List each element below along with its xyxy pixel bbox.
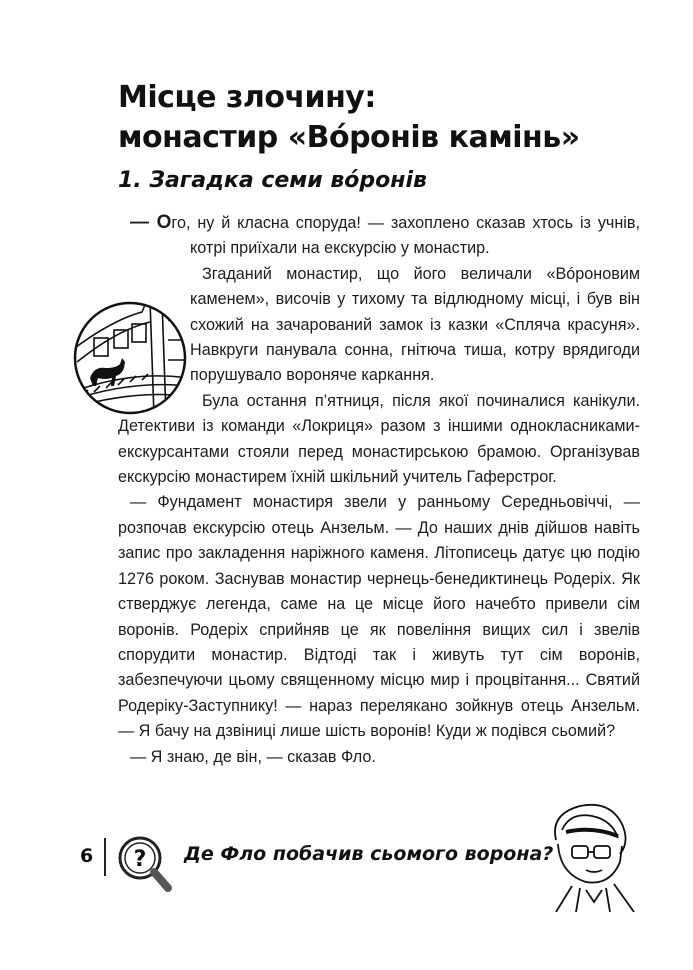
page-number: 6 [80,845,94,867]
riddle-question: Де Фло побачив сьомого ворона? [184,843,554,865]
paragraph-4: — Фундамент монастиря звели у ранньому Середньовіччі, — розпочав екскурсію отець Анзельм. — До наших днів дійшов навіть запис про закладення наріжного каменя. Літописець датує цю подію 1276 роком. Заснував монастир чернець-бенедиктинець Родеріх. Як стверджує легенда, саме на це місце його начебто привели сім воронів. Родеріх сприйняв це як повеління вищих сил і звелів спорудити монастир. Відтоді так і живуть тут сім воронів, забезпечуючи цьому священному місцю мир і процвітання... Святий Родеріку-Заступнику! — нараз перелякано зойкнув отець Анзельм. — Я бачу на дзвіниці лише шість воронів! Куди ж подівся сьомий? [118,493,640,741]
paragraph-5: — Я знаю, де він, — сказав Фло. [130,747,376,766]
chapter-title [118,78,658,158]
chapter-title-line1: Місце злочину: [118,80,376,115]
question-mark: ? [133,847,147,872]
chapter-title-line2: монастир «Вóронів камінь» [118,120,580,155]
section-heading: 1. Загадка семи вóронів [118,168,427,193]
paragraph-lead: — О [130,212,172,233]
paragraph-2: Згаданий монастир, що його величали «Вóроновим каменем», височів у тихому та відлюдному місці, і був він схожий на зачарований замок із казки «Спляча красуня». Навкруги панувала сонна, гнітюча тиша, котру врядигоди порушувало воронячe каркання. [190,264,640,385]
paragraph-text: го, ну й класна споруда! — захоплено сказав хтось із учнів, котрі приїхали на екскурсію у монастир. [171,214,640,258]
footer-divider [104,838,106,876]
flo-character-illustration [536,800,641,912]
body-text [118,210,640,770]
paragraph-1 [118,210,640,262]
paragraph-3: Була остання п’ятниця, після якої починалися канікули. Детективи із команди «Локриця» разом з іншими однокласниками-екскурсантами стояли перед монастирською брамою. Організував екскурсію монастирем їхній шкільний учитель Гаферстрог. [118,391,640,487]
magnifier-question-icon [114,834,174,896]
